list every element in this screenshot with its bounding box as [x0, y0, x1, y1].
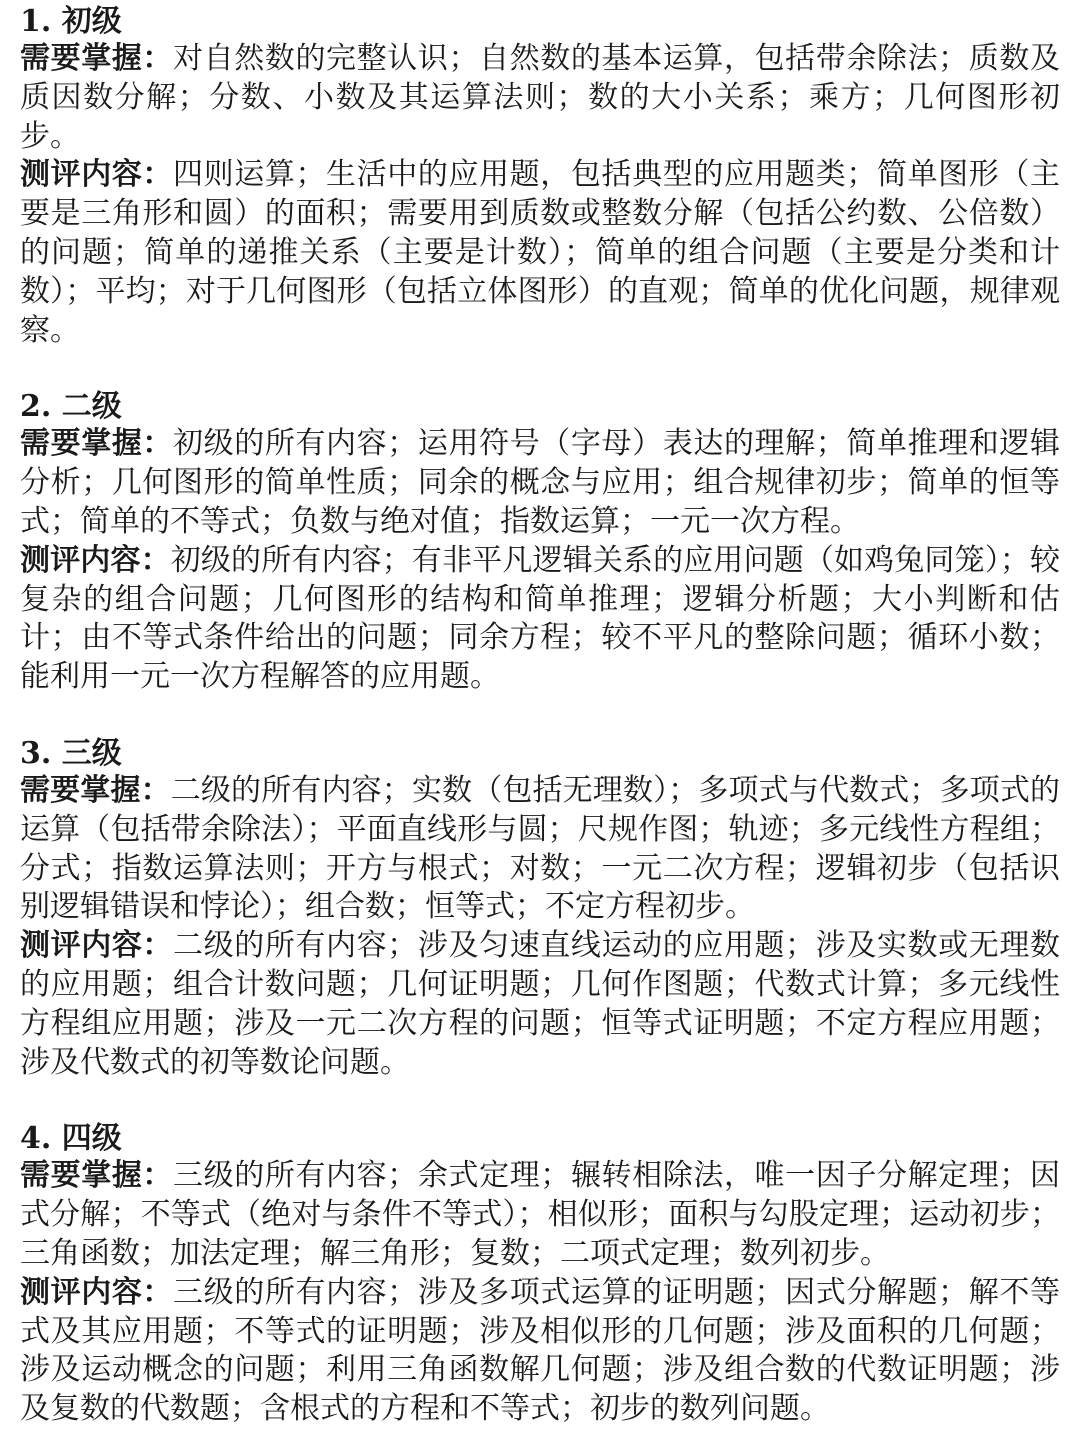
assessment-paragraph [20, 542, 1060, 697]
mastery-paragraph [20, 772, 1060, 927]
level-section-1 [20, 4, 1060, 350]
assessment-paragraph [20, 156, 1060, 350]
mastery-paragraph [20, 40, 1060, 156]
mastery-paragraph [20, 425, 1060, 541]
assessment-text: 四则运算；生活中的应用题，包括典型的应用题类；简单图形（主要是三角形和圆）的面积；需要用到质数或整数分解（包括公约数、公倍数）的问题；简单的递推关系（主要是计数）；简单的组合问题（主要是分类和计数）；平均；对于几何图形（包括立体图形）的直观；简单的优化问题，规律观察。 [20, 157, 1061, 348]
assessment-label: 测评内容： [20, 542, 171, 578]
assessment-label: 测评内容： [20, 1274, 174, 1310]
mastery-text: 二级的所有内容；实数（包括无理数）；多项式与代数式；多项式的运算（包括带余除法）；平面直线形与圆；尺规作图；轨迹；多元线性方程组；分式；指数运算法则；开方与根式；对数；一元二次方程；逻辑初步（包括识别逻辑错误和悖论）；组合数；恒等式；不定方程初步。 [20, 772, 1061, 925]
level-section-3 [20, 736, 1060, 1082]
assessment-label: 测评内容： [20, 157, 174, 193]
assessment-text: 三级的所有内容；涉及多项式运算的证明题；因式分解题；解不等式及其应用题；不等式的证明题；涉及相似形的几何题；涉及面积的几何题；涉及运动概念的问题；利用三角函数解几何题；涉及组合数的代数证明题；涉及复数的代数题；含根式的方程和不等式；初步的数列问题。 [20, 1274, 1061, 1427]
level-section-4 [20, 1121, 1060, 1429]
mastery-label: 需要掌握： [20, 41, 174, 76]
level-section-2 [20, 389, 1060, 697]
assessment-text: 初级的所有内容；有非平凡逻辑关系的应用问题（如鸡兔同笼）；较复杂的组合问题；几何图形的结构和简单推理；逻辑分析题；大小判断和估计；由不等式条件给出的问题；同余方程；较不平凡的整除问题；循环小数；能利用一元一次方程解答的应用题。 [20, 542, 1061, 695]
mastery-text: 初级的所有内容；运用符号（字母）表达的理解；简单推理和逻辑分析；几何图形的简单性质；同余的概念与应用；组合规律初步；简单的恒等式；简单的不等式；负数与绝对值；指数运算；一元一次方程。 [20, 426, 1061, 539]
mastery-label: 需要掌握： [20, 426, 174, 462]
assessment-paragraph [20, 1274, 1060, 1429]
assessment-label: 测评内容： [20, 928, 174, 964]
mastery-label: 需要掌握： [20, 1158, 174, 1194]
assessment-paragraph [20, 927, 1060, 1082]
level-title: 1. 初级 [20, 4, 122, 39]
level-title: 2. 二级 [20, 389, 122, 425]
mastery-paragraph [20, 1157, 1060, 1273]
mastery-label: 需要掌握： [20, 772, 171, 808]
mastery-text: 三级的所有内容；余式定理；辗转相除法，唯一因子分解定理；因式分解；不等式（绝对与条件不等式）；相似形；面积与勾股定理；运动初步；三角函数；加法定理；解三角形；复数；二项式定理；数列初步。 [20, 1158, 1061, 1271]
mastery-text: 对自然数的完整认识；自然数的基本运算，包括带余除法；质数及质因数分解；分数、小数及其运算法则；数的大小关系；乘方；几何图形初步。 [20, 41, 1061, 154]
assessment-text: 二级的所有内容；涉及匀速直线运动的应用题；涉及实数或无理数的应用题；组合计数问题；几何证明题；几何作图题；代数式计算；多元线性方程组应用题；涉及一元二次方程的问题；恒等式证明题；不定方程应用题；涉及代数式的初等数论问题。 [20, 928, 1061, 1080]
level-title: 3. 三级 [20, 735, 122, 771]
level-title: 4. 四级 [20, 1121, 122, 1157]
